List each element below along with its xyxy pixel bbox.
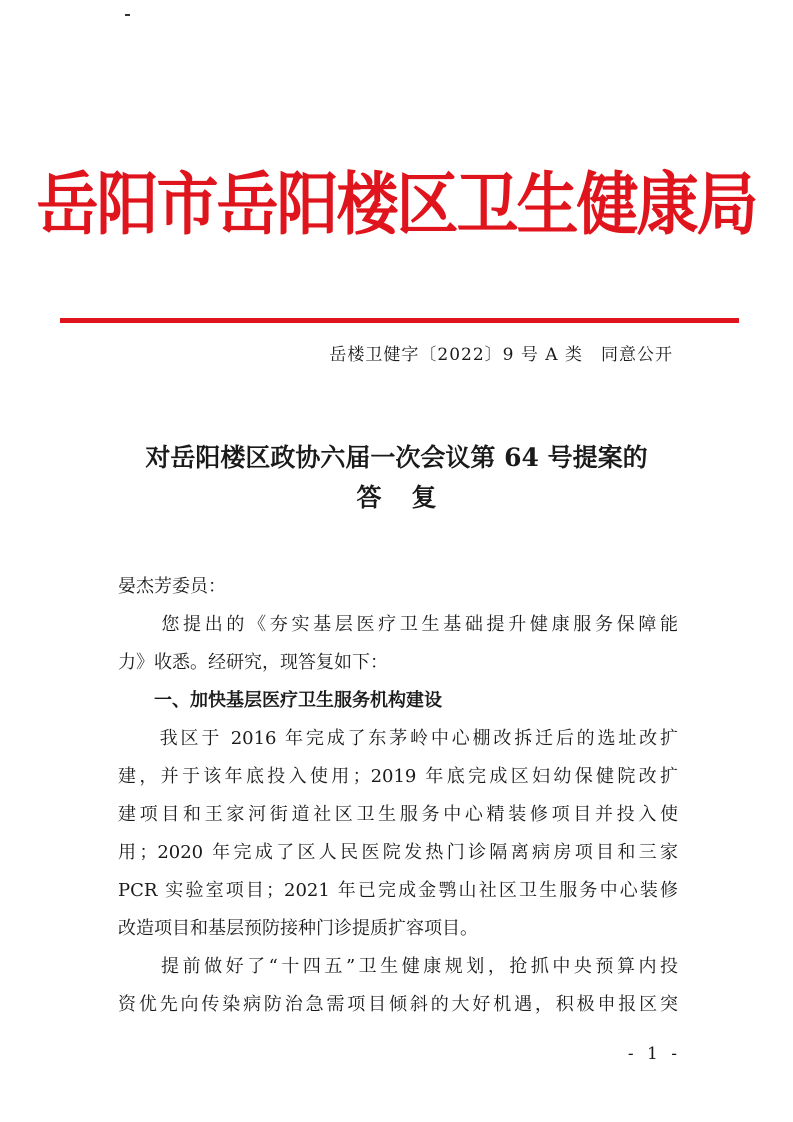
paragraph-line: 资优先向传染病防治急需项目倾斜的大好机遇，积极申报区突 bbox=[118, 994, 678, 1015]
paragraph-line: 我区于 2016 年完成了东茅岭中心棚改拆迁后的选址改扩 bbox=[118, 728, 678, 749]
salutation: 晏杰芳委员： bbox=[118, 576, 226, 597]
paragraph-line: 用；2020 年完成了区人民医院发热门诊隔离病房项目和三家 bbox=[118, 842, 678, 863]
paragraph-line: 建项目和王家河街道社区卫生服务中心精装修项目并投入使 bbox=[118, 804, 678, 825]
paragraph-line: 提前做好了“十四五”卫生健康规划，抢抓中央预算内投 bbox=[118, 956, 678, 977]
reply-title-line2: 答复 bbox=[356, 483, 467, 512]
scan-mark bbox=[125, 14, 130, 16]
red-divider bbox=[60, 318, 739, 323]
reply-title-line1: 对岳阳楼区政协六届一次会议第 64 号提案的 bbox=[145, 443, 648, 472]
paragraph-line: 力》收悉。经研究，现答复如下： bbox=[118, 652, 388, 673]
paragraph-line: 建，并于该年底投入使用；2019 年底完成区妇幼保健院改扩 bbox=[118, 766, 678, 787]
paragraph-line: 您提出的《夯实基层医疗卫生基础提升健康服务保障能 bbox=[118, 614, 678, 635]
doc-number: 岳楼卫健字〔2022〕9 号 A 类 同意公开 bbox=[329, 345, 673, 365]
org-title: 岳阳市岳阳楼区卫生健康局 bbox=[36, 164, 757, 245]
paragraph-line: 改造项目和基层预防接种门诊提质扩容项目。 bbox=[118, 918, 478, 939]
paragraph-line: PCR 实验室项目；2021 年已完成金鹗山社区卫生服务中心装修 bbox=[118, 880, 678, 901]
section-heading: 一、加快基层医疗卫生服务机构建设 bbox=[154, 690, 442, 711]
page-number: - 1 - bbox=[627, 1044, 681, 1064]
